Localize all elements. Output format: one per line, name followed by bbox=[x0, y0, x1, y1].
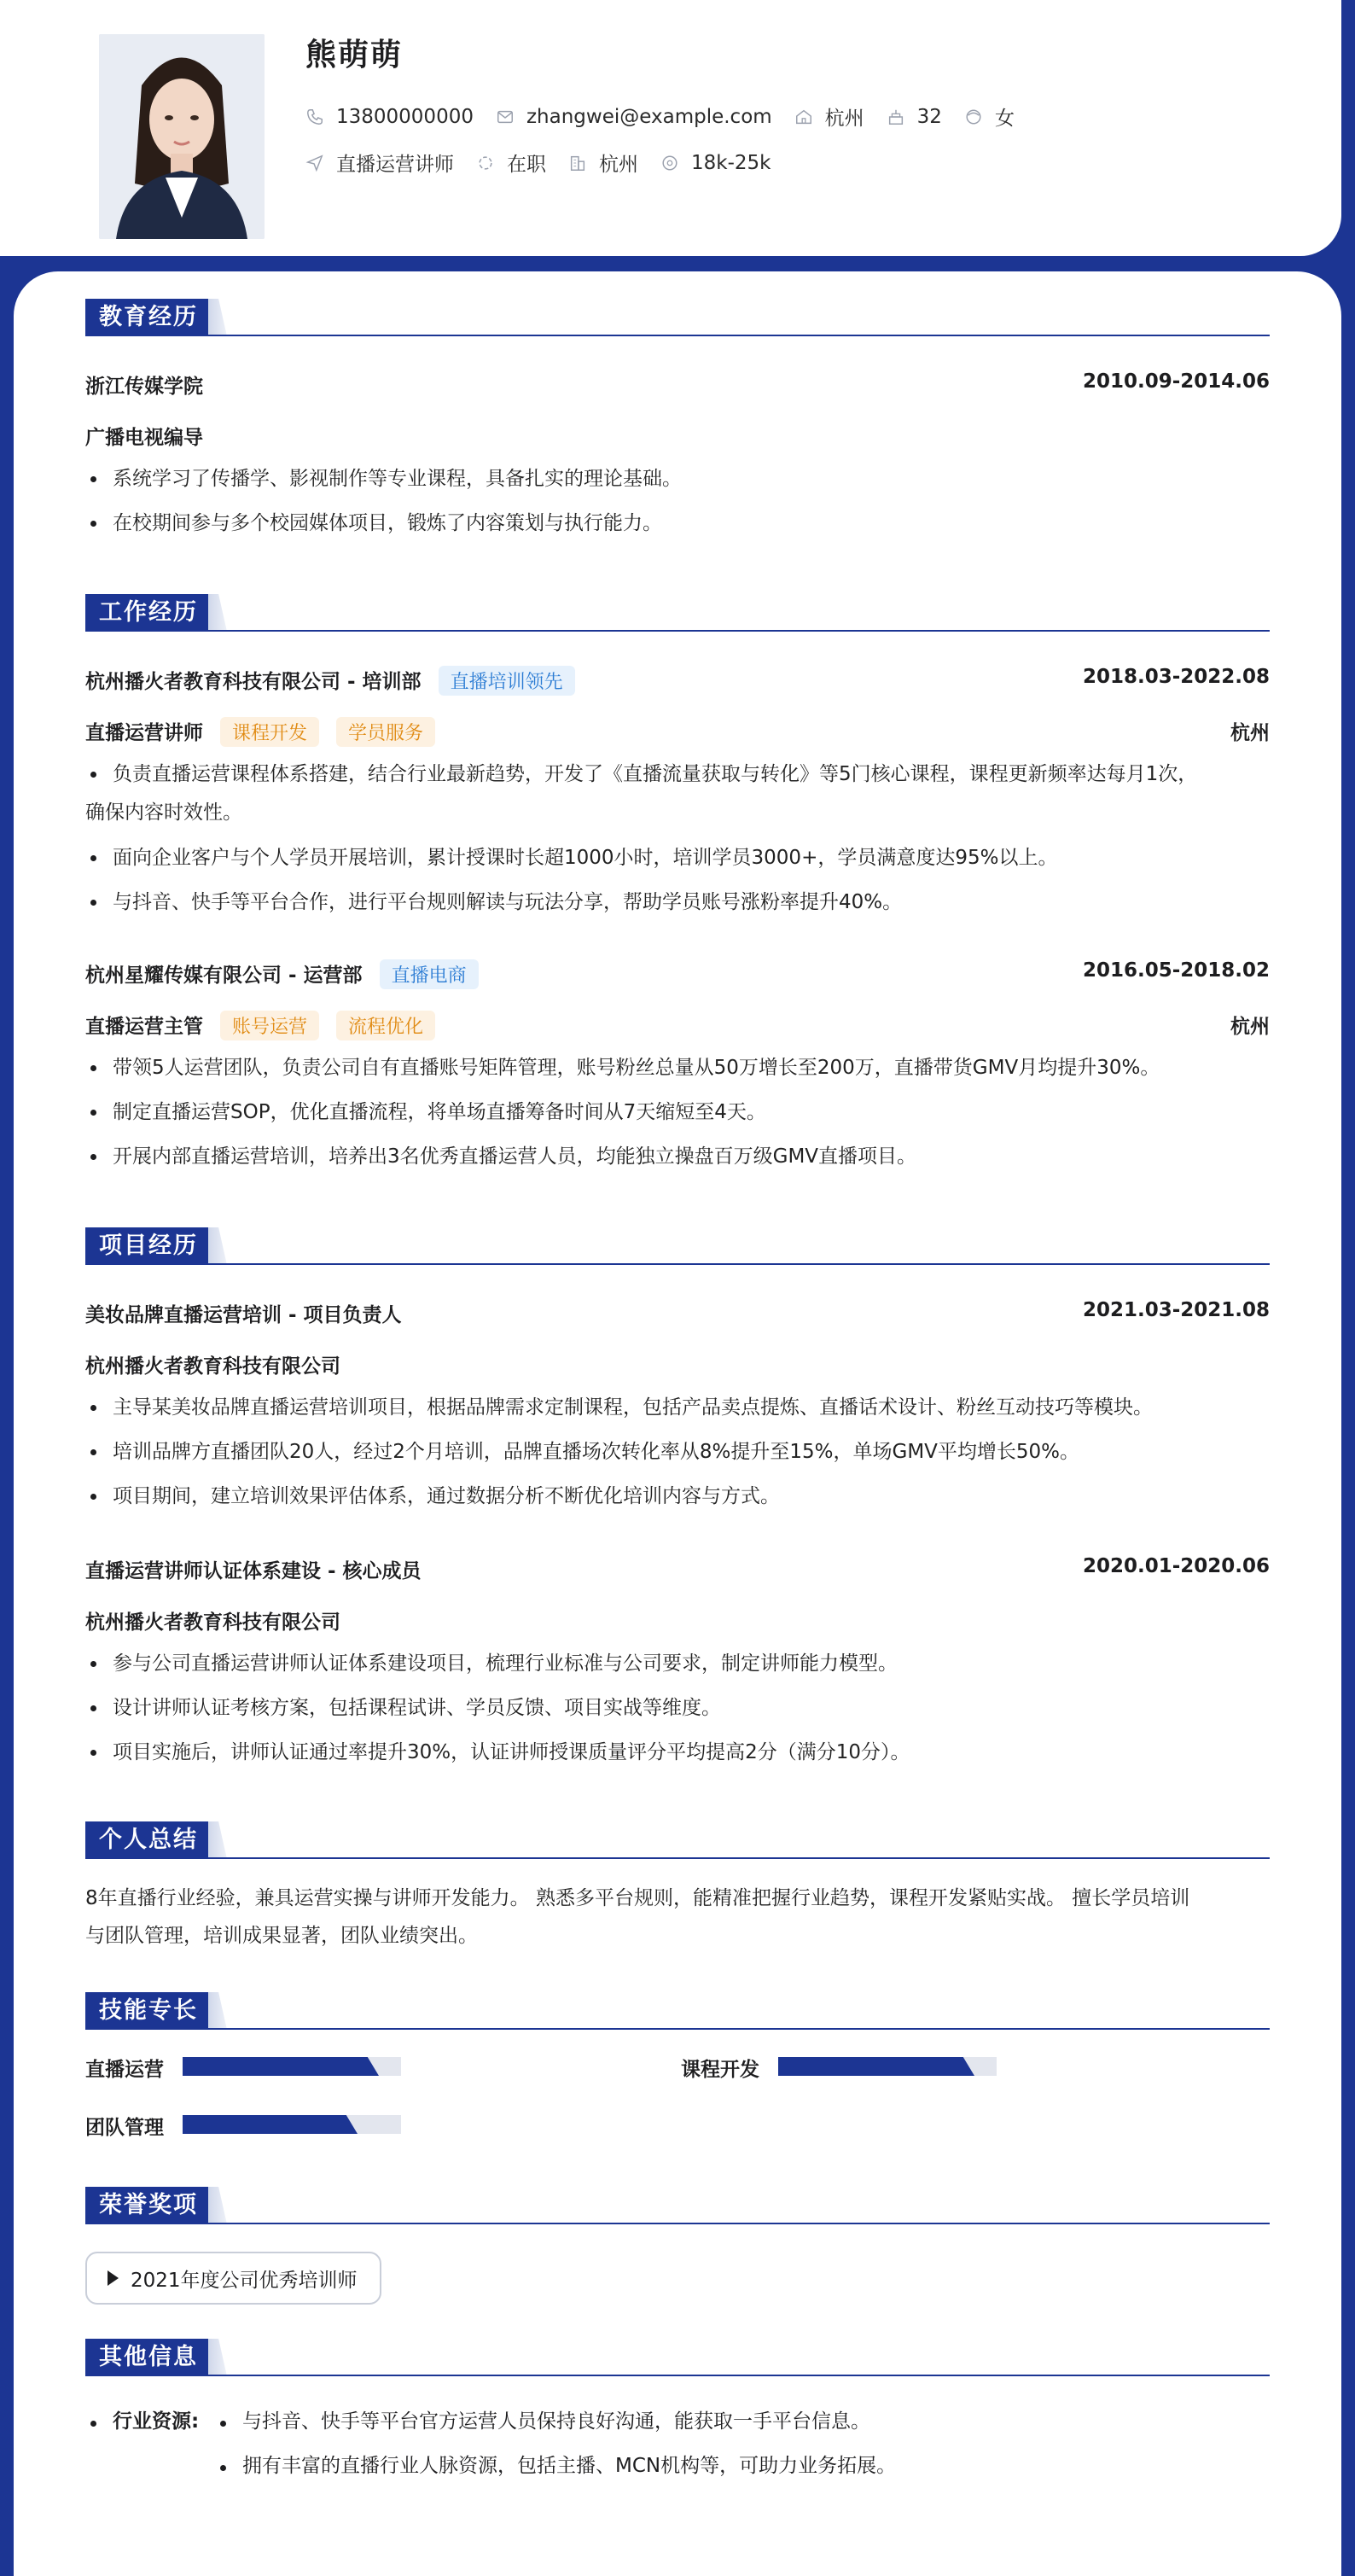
list-item: 设计讲师认证考核方案，包括课程试讲、学员反馈、项目实战等维度。 bbox=[85, 1690, 1270, 1727]
section-title-tail bbox=[208, 1992, 227, 2030]
job-role-row bbox=[85, 1011, 1270, 1040]
refresh-icon bbox=[476, 154, 495, 172]
summary-line: 8年直播行业经验，兼具运营实操与讲师开发能力。 熟悉多平台规则，能精准把握行业趋势，课程开发紧贴实战。 擅长学员培训 bbox=[85, 1887, 1190, 1909]
list-item: 带领5人运营团队，负责公司自有直播账号矩阵管理，账号粉丝总量从50万增长至200万，直播带货GMV月均提升30%。 bbox=[85, 1050, 1270, 1087]
phone-icon bbox=[305, 108, 324, 126]
skill-name: 课程开发 bbox=[681, 2059, 759, 2081]
project-name: 美妆品牌直播运营培训 - 项目负责人 bbox=[85, 1304, 402, 1326]
job-period: 2018.03-2022.08 bbox=[1082, 666, 1270, 688]
section-divider bbox=[85, 2375, 1270, 2376]
summary-line: 与团队管理，培训成果显著，团队业绩突出。 bbox=[85, 1925, 478, 1947]
list-item: 系统学习了传播学、影视制作等专业课程，具备扎实的理论基础。 bbox=[85, 461, 1270, 498]
job-target-item bbox=[305, 149, 454, 177]
section-title: 工作经历 bbox=[85, 594, 212, 632]
intent-row bbox=[305, 149, 793, 177]
role-tag: 学员服务 bbox=[336, 717, 435, 747]
awards-section bbox=[85, 2187, 1270, 2315]
award-toggle-button[interactable] bbox=[85, 2252, 381, 2305]
contact-row bbox=[305, 102, 1037, 131]
email-item bbox=[496, 106, 772, 128]
section-title: 技能专长 bbox=[85, 1992, 212, 2030]
section-title-tail bbox=[208, 2187, 227, 2224]
section-title-tail bbox=[208, 1821, 227, 1859]
skill-name: 团队管理 bbox=[85, 2117, 164, 2139]
job-role: 直播运营讲师 bbox=[85, 722, 203, 744]
home-icon bbox=[794, 108, 813, 126]
resume-body bbox=[14, 271, 1341, 2576]
school-row bbox=[85, 370, 1270, 399]
section-header bbox=[85, 299, 1270, 336]
skills-section bbox=[85, 1992, 1270, 2146]
skill-bar-fill bbox=[183, 2057, 360, 2076]
avatar bbox=[99, 34, 265, 239]
salary-text: 18k-25k bbox=[691, 151, 771, 174]
phone-text: 13800000000 bbox=[336, 105, 474, 128]
list-item: 培训品牌方直播团队20人，经过2个月培训，品牌直播场次转化率从8%提升至15%，单场GMV平均增长50%。 bbox=[85, 1434, 1270, 1471]
face-icon bbox=[964, 108, 983, 126]
section-title: 荣誉奖项 bbox=[85, 2187, 212, 2224]
project-name: 直播运营讲师认证体系建设 - 核心成员 bbox=[85, 1560, 422, 1582]
section-header bbox=[85, 1227, 1270, 1265]
job-period: 2016.05-2018.02 bbox=[1082, 959, 1270, 982]
list-item-continuation: 确保内容时效性。 bbox=[85, 801, 242, 824]
other-label: 行业资源: bbox=[113, 2410, 200, 2433]
summary-section bbox=[85, 1821, 1270, 1958]
company-name: 杭州播火者教育科技有限公司 - 培训部 bbox=[85, 671, 422, 693]
section-header bbox=[85, 2339, 1270, 2376]
project-org: 杭州播火者教育科技有限公司 bbox=[85, 1611, 340, 1634]
section-title-tail bbox=[208, 299, 227, 336]
school-name: 浙江传媒学院 bbox=[85, 376, 203, 398]
section-divider bbox=[85, 630, 1270, 632]
role-tag: 课程开发 bbox=[220, 717, 319, 747]
section-title-tail bbox=[208, 594, 227, 632]
skill-name: 直播运营 bbox=[85, 2059, 164, 2081]
candidate-name: 熊萌萌 bbox=[305, 38, 404, 73]
project-org: 杭州播火者教育科技有限公司 bbox=[85, 1355, 340, 1378]
education-section bbox=[85, 299, 1270, 555]
job-location: 杭州 bbox=[1230, 1016, 1270, 1038]
project-header bbox=[85, 1555, 1270, 1583]
skill-bar-cap bbox=[339, 2115, 358, 2134]
section-header bbox=[85, 1992, 1270, 2030]
age-item bbox=[887, 106, 942, 128]
skill-bar-fill bbox=[183, 2115, 339, 2134]
award-label: 2021年度公司优秀培训师 bbox=[131, 2269, 358, 2292]
role-tag: 流程优化 bbox=[336, 1011, 435, 1040]
phone-item bbox=[305, 106, 474, 128]
list-item: 面向企业客户与个人学员开展培训，累计授课时长超1000小时，培训学员3000+，学员满意度达95%以上。 bbox=[85, 840, 1270, 877]
play-triangle-icon bbox=[108, 2270, 119, 2286]
gender-item bbox=[964, 102, 1015, 131]
section-header bbox=[85, 2187, 1270, 2224]
target-city-item bbox=[568, 149, 638, 177]
project-section bbox=[85, 1227, 1270, 1763]
skill-bar-cap bbox=[956, 2057, 974, 2076]
skill-bar bbox=[183, 2115, 401, 2134]
gender-text: 女 bbox=[994, 108, 1015, 130]
bullet-dot bbox=[90, 2421, 96, 2427]
job-role-row bbox=[85, 717, 1270, 747]
project-period: 2020.01-2020.06 bbox=[1082, 1555, 1270, 1577]
age-text: 32 bbox=[916, 105, 942, 128]
profile-header bbox=[0, 0, 1341, 256]
section-divider bbox=[85, 2028, 1270, 2030]
salary-item bbox=[660, 152, 771, 174]
section-title: 项目经历 bbox=[85, 1227, 212, 1265]
list-item: 负责直播运营课程体系搭建，结合行业最新趋势，开发了《直播流量获取与转化》等5门核心课程，课程更新频率达每月1次， bbox=[85, 756, 1270, 793]
building-icon bbox=[568, 154, 587, 172]
mail-icon bbox=[496, 108, 515, 126]
skill-bar bbox=[778, 2057, 997, 2076]
other-section bbox=[85, 2339, 1270, 2509]
coin-icon bbox=[660, 154, 679, 172]
project-period: 2021.03-2021.08 bbox=[1082, 1299, 1270, 1321]
city-text: 杭州 bbox=[824, 108, 864, 130]
job-header bbox=[85, 666, 1270, 696]
job-header bbox=[85, 959, 1270, 989]
list-item: 与抖音、快手等平台合作，进行平台规则解读与玩法分享，帮助学员账号涨粉率提升40%。 bbox=[85, 884, 1270, 921]
list-item: 与抖音、快手等平台官方运营人员保持良好沟通，能获取一手平台信息。 bbox=[242, 2410, 870, 2433]
status-item bbox=[476, 149, 546, 177]
section-title: 个人总结 bbox=[85, 1821, 212, 1859]
section-title: 其他信息 bbox=[85, 2339, 212, 2376]
section-divider bbox=[85, 2223, 1270, 2224]
bullet-dot bbox=[220, 2421, 226, 2427]
cake-icon bbox=[887, 108, 905, 126]
skill-bar-cap bbox=[360, 2057, 379, 2076]
company-name: 杭州星耀传媒有限公司 - 运营部 bbox=[85, 965, 363, 987]
company-tag: 直播培训领先 bbox=[439, 666, 575, 696]
section-divider bbox=[85, 1263, 1270, 1265]
section-header bbox=[85, 594, 1270, 632]
skill-bar-fill bbox=[778, 2057, 956, 2076]
job-role: 直播运营主管 bbox=[85, 1016, 203, 1038]
job-target-text: 直播运营讲师 bbox=[336, 154, 454, 176]
project-header bbox=[85, 1299, 1270, 1327]
section-divider bbox=[85, 335, 1270, 336]
section-title-tail bbox=[208, 1227, 227, 1265]
city-item bbox=[794, 102, 864, 131]
list-item: 项目期间，建立培训效果评估体系，通过数据分析不断优化培训内容与方式。 bbox=[85, 1478, 1270, 1515]
section-divider bbox=[85, 1857, 1270, 1859]
education-period: 2010.09-2014.06 bbox=[1082, 370, 1270, 393]
list-item: 制定直播运营SOP，优化直播流程，将单场直播筹备时间从7天缩短至4天。 bbox=[85, 1094, 1270, 1131]
status-text: 在职 bbox=[507, 154, 546, 176]
award-list bbox=[85, 2252, 393, 2305]
send-icon bbox=[305, 154, 324, 172]
section-title: 教育经历 bbox=[85, 299, 212, 336]
list-item: 在校期间参与多个校园媒体项目，锻炼了内容策划与执行能力。 bbox=[85, 505, 1270, 542]
job-location: 杭州 bbox=[1230, 722, 1270, 744]
target-city-text: 杭州 bbox=[599, 154, 638, 176]
list-item: 主导某美妆品牌直播运营培训项目，根据品牌需求定制课程，包括产品卖点提炼、直播话术设计、粉丝互动技巧等模块。 bbox=[85, 1390, 1270, 1426]
list-item: 项目实施后，讲师认证通过率提升30%，认证讲师授课质量评分平均提高2分（满分10分）。 bbox=[85, 1734, 1270, 1771]
bullet-dot bbox=[220, 2465, 226, 2471]
work-section bbox=[85, 594, 1270, 1209]
company-tag: 直播电商 bbox=[380, 959, 479, 989]
section-title-tail bbox=[208, 2339, 227, 2376]
list-item: 拥有丰富的直播行业人脉资源，包括主播、MCN机构等，可助力业务拓展。 bbox=[242, 2455, 897, 2477]
list-item: 开展内部直播运营培训，培养出3名优秀直播运营人员，均能独立操盘百万级GMV直播项目。 bbox=[85, 1139, 1270, 1175]
email-text: zhangwei@example.com bbox=[526, 105, 772, 128]
major: 广播电视编导 bbox=[85, 427, 203, 449]
section-header bbox=[85, 1821, 1270, 1859]
role-tag: 账号运营 bbox=[220, 1011, 319, 1040]
list-item: 参与公司直播运营讲师认证体系建设项目，梳理行业标准与公司要求，制定讲师能力模型。 bbox=[85, 1646, 1270, 1682]
skill-bar bbox=[183, 2057, 401, 2076]
